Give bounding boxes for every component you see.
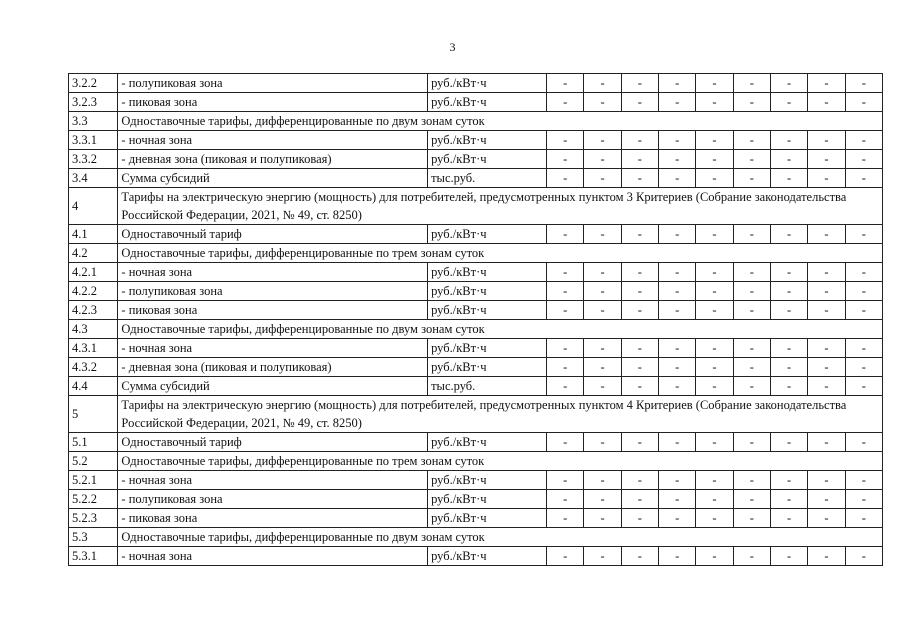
row-name: - полупиковая зона [118,282,428,301]
row-number: 3.3.1 [69,131,118,150]
table-row [69,339,883,358]
value-cell: - [659,358,696,377]
value-cell: - [547,433,584,452]
row-number: 3.2.2 [69,74,118,93]
value-cell: - [770,547,807,566]
section-heading: Одноставочные тарифы, дифференцированные по двум зонам суток [118,528,883,547]
value-cell: - [770,150,807,169]
row-number: 4.3.2 [69,358,118,377]
value-cell: - [845,301,882,320]
value-cell: - [547,547,584,566]
value-cell: - [808,301,845,320]
row-number: 5.2 [69,452,118,471]
row-unit: руб./кВт·ч [428,74,547,93]
row-unit: тыс.руб. [428,169,547,188]
row-unit: руб./кВт·ч [428,150,547,169]
value-cell: - [845,93,882,112]
row-name: - пиковая зона [118,93,428,112]
value-cell: - [584,169,621,188]
value-cell: - [808,358,845,377]
value-cell: - [547,225,584,244]
tariff-table [68,73,883,566]
row-number: 5.3 [69,528,118,547]
table-row [69,169,883,188]
value-cell: - [696,301,733,320]
value-cell: - [770,490,807,509]
value-cell: - [659,471,696,490]
row-name: - ночная зона [118,471,428,490]
table-row [69,547,883,566]
value-cell: - [621,301,658,320]
value-cell: - [621,150,658,169]
value-cell: - [770,377,807,396]
value-cell: - [770,263,807,282]
table-row [69,93,883,112]
value-cell: - [621,547,658,566]
value-cell: - [845,225,882,244]
value-cell: - [808,150,845,169]
value-cell: - [659,169,696,188]
table-row [69,225,883,244]
value-cell: - [584,547,621,566]
value-cell: - [733,263,770,282]
row-number: 4.3 [69,320,118,339]
value-cell: - [845,282,882,301]
row-name: - ночная зона [118,131,428,150]
section-row [69,320,883,339]
row-unit: руб./кВт·ч [428,93,547,112]
value-cell: - [808,93,845,112]
row-unit: руб./кВт·ч [428,225,547,244]
value-cell: - [621,93,658,112]
row-number: 4.2.1 [69,263,118,282]
value-cell: - [584,131,621,150]
value-cell: - [733,358,770,377]
value-cell: - [547,509,584,528]
value-cell: - [547,74,584,93]
tariff-table-body [69,74,883,566]
row-name: - пиковая зона [118,301,428,320]
value-cell: - [808,377,845,396]
row-number: 3.2.3 [69,93,118,112]
row-unit: руб./кВт·ч [428,339,547,358]
value-cell: - [696,433,733,452]
value-cell: - [547,339,584,358]
value-cell: - [696,377,733,396]
row-unit: руб./кВт·ч [428,490,547,509]
section-heading: Одноставочные тарифы, дифференцированные по трем зонам суток [118,244,883,263]
value-cell: - [621,358,658,377]
value-cell: - [584,225,621,244]
value-cell: - [584,358,621,377]
value-cell: - [547,282,584,301]
value-cell: - [584,433,621,452]
value-cell: - [621,131,658,150]
value-cell: - [845,263,882,282]
value-cell: - [547,377,584,396]
value-cell: - [659,509,696,528]
value-cell: - [621,471,658,490]
value-cell: - [584,301,621,320]
value-cell: - [659,74,696,93]
value-cell: - [621,282,658,301]
value-cell: - [845,490,882,509]
value-cell: - [733,131,770,150]
value-cell: - [733,301,770,320]
value-cell: - [808,131,845,150]
value-cell: - [770,282,807,301]
table-row [69,509,883,528]
value-cell: - [696,74,733,93]
value-cell: - [584,93,621,112]
value-cell: - [733,150,770,169]
value-cell: - [659,301,696,320]
value-cell: - [584,471,621,490]
row-name: - пиковая зона [118,509,428,528]
row-unit: руб./кВт·ч [428,471,547,490]
row-name: Одноставочный тариф [118,225,428,244]
value-cell: - [584,509,621,528]
value-cell: - [733,547,770,566]
row-number: 4.2.2 [69,282,118,301]
row-number: 3.3 [69,112,118,131]
value-cell: - [547,471,584,490]
value-cell: - [659,131,696,150]
row-name: Сумма субсидий [118,169,428,188]
row-number: 5.2.1 [69,471,118,490]
value-cell: - [584,150,621,169]
value-cell: - [547,263,584,282]
value-cell: - [733,225,770,244]
value-cell: - [845,339,882,358]
value-cell: - [845,471,882,490]
value-cell: - [770,93,807,112]
value-cell: - [808,282,845,301]
value-cell: - [659,263,696,282]
value-cell: - [696,358,733,377]
value-cell: - [621,490,658,509]
value-cell: - [845,358,882,377]
section-row [69,452,883,471]
value-cell: - [770,339,807,358]
value-cell: - [659,490,696,509]
value-cell: - [696,225,733,244]
value-cell: - [845,509,882,528]
section-heading: Одноставочные тарифы, дифференцированные по двум зонам суток [118,320,883,339]
row-unit: руб./кВт·ч [428,301,547,320]
table-row [69,74,883,93]
value-cell: - [770,471,807,490]
value-cell: - [547,93,584,112]
value-cell: - [696,547,733,566]
value-cell: - [621,225,658,244]
value-cell: - [547,490,584,509]
value-cell: - [733,433,770,452]
value-cell: - [696,471,733,490]
value-cell: - [770,358,807,377]
value-cell: - [696,282,733,301]
value-cell: - [808,169,845,188]
row-number: 5.3.1 [69,547,118,566]
row-number: 3.4 [69,169,118,188]
table-row [69,377,883,396]
value-cell: - [808,339,845,358]
value-cell: - [659,339,696,358]
row-unit: руб./кВт·ч [428,282,547,301]
value-cell: - [696,169,733,188]
value-cell: - [845,377,882,396]
value-cell: - [621,263,658,282]
table-row [69,282,883,301]
section-heading: Тарифы на электрическую энергию (мощность) для потребителей, предусмотренных пунктом 4 Критериев (Собрание законодательства Российской Федерации, 2021, № 49, ст. 8250) [118,396,883,433]
value-cell: - [808,509,845,528]
section-heading: Тарифы на электрическую энергию (мощность) для потребителей, предусмотренных пунктом 3 Критериев (Собрание законодательства Российской Федерации, 2021, № 49, ст. 8250) [118,188,883,225]
row-unit: руб./кВт·ч [428,509,547,528]
value-cell: - [584,282,621,301]
row-unit: руб./кВт·ч [428,547,547,566]
value-cell: - [659,377,696,396]
table-row [69,490,883,509]
row-number: 5 [69,396,118,433]
table-row [69,358,883,377]
row-name: Одноставочный тариф [118,433,428,452]
value-cell: - [770,169,807,188]
value-cell: - [547,169,584,188]
value-cell: - [770,433,807,452]
value-cell: - [621,509,658,528]
value-cell: - [770,225,807,244]
value-cell: - [733,471,770,490]
value-cell: - [584,339,621,358]
table-row [69,471,883,490]
value-cell: - [621,377,658,396]
row-number: 4.2 [69,244,118,263]
value-cell: - [770,301,807,320]
table-row [69,433,883,452]
table-row [69,131,883,150]
row-unit: руб./кВт·ч [428,131,547,150]
value-cell: - [584,74,621,93]
table-row [69,301,883,320]
value-cell: - [808,433,845,452]
row-number: 4.1 [69,225,118,244]
row-name: - полупиковая зона [118,490,428,509]
value-cell: - [659,433,696,452]
row-number: 5.2.2 [69,490,118,509]
row-unit: руб./кВт·ч [428,433,547,452]
value-cell: - [733,282,770,301]
row-number: 3.3.2 [69,150,118,169]
value-cell: - [696,509,733,528]
value-cell: - [733,339,770,358]
row-unit: тыс.руб. [428,377,547,396]
value-cell: - [621,339,658,358]
section-heading: Одноставочные тарифы, дифференцированные по трем зонам суток [118,452,883,471]
value-cell: - [547,358,584,377]
row-name: - ночная зона [118,547,428,566]
row-name: - дневная зона (пиковая и полупиковая) [118,358,428,377]
value-cell: - [845,169,882,188]
row-name: - ночная зона [118,263,428,282]
value-cell: - [696,150,733,169]
value-cell: - [733,93,770,112]
value-cell: - [845,150,882,169]
value-cell: - [621,74,658,93]
value-cell: - [659,282,696,301]
value-cell: - [659,225,696,244]
value-cell: - [696,93,733,112]
value-cell: - [845,547,882,566]
table-row [69,150,883,169]
value-cell: - [547,131,584,150]
row-name: - полупиковая зона [118,74,428,93]
value-cell: - [770,509,807,528]
value-cell: - [733,490,770,509]
row-number: 5.2.3 [69,509,118,528]
value-cell: - [621,169,658,188]
value-cell: - [808,490,845,509]
value-cell: - [770,74,807,93]
row-unit: руб./кВт·ч [428,263,547,282]
section-row [69,188,883,225]
value-cell: - [659,547,696,566]
value-cell: - [808,74,845,93]
section-heading: Одноставочные тарифы, дифференцированные по двум зонам суток [118,112,883,131]
value-cell: - [696,131,733,150]
table-row [69,263,883,282]
value-cell: - [733,509,770,528]
row-number: 5.1 [69,433,118,452]
row-unit: руб./кВт·ч [428,358,547,377]
value-cell: - [845,131,882,150]
value-cell: - [808,225,845,244]
value-cell: - [547,150,584,169]
value-cell: - [696,263,733,282]
row-number: 4 [69,188,118,225]
page-number: 3 [449,40,456,54]
row-name: - дневная зона (пиковая и полупиковая) [118,150,428,169]
section-row [69,528,883,547]
value-cell: - [770,131,807,150]
row-name: - ночная зона [118,339,428,358]
value-cell: - [584,490,621,509]
row-number: 4.2.3 [69,301,118,320]
row-number: 4.4 [69,377,118,396]
value-cell: - [845,433,882,452]
value-cell: - [547,301,584,320]
value-cell: - [733,377,770,396]
value-cell: - [845,74,882,93]
value-cell: - [808,263,845,282]
value-cell: - [808,471,845,490]
row-number: 4.3.1 [69,339,118,358]
value-cell: - [808,547,845,566]
value-cell: - [621,433,658,452]
value-cell: - [584,263,621,282]
row-name: Сумма субсидий [118,377,428,396]
value-cell: - [659,93,696,112]
section-row [69,112,883,131]
value-cell: - [584,377,621,396]
value-cell: - [733,169,770,188]
value-cell: - [696,339,733,358]
section-row [69,396,883,433]
section-row [69,244,883,263]
value-cell: - [696,490,733,509]
value-cell: - [733,74,770,93]
value-cell: - [659,150,696,169]
